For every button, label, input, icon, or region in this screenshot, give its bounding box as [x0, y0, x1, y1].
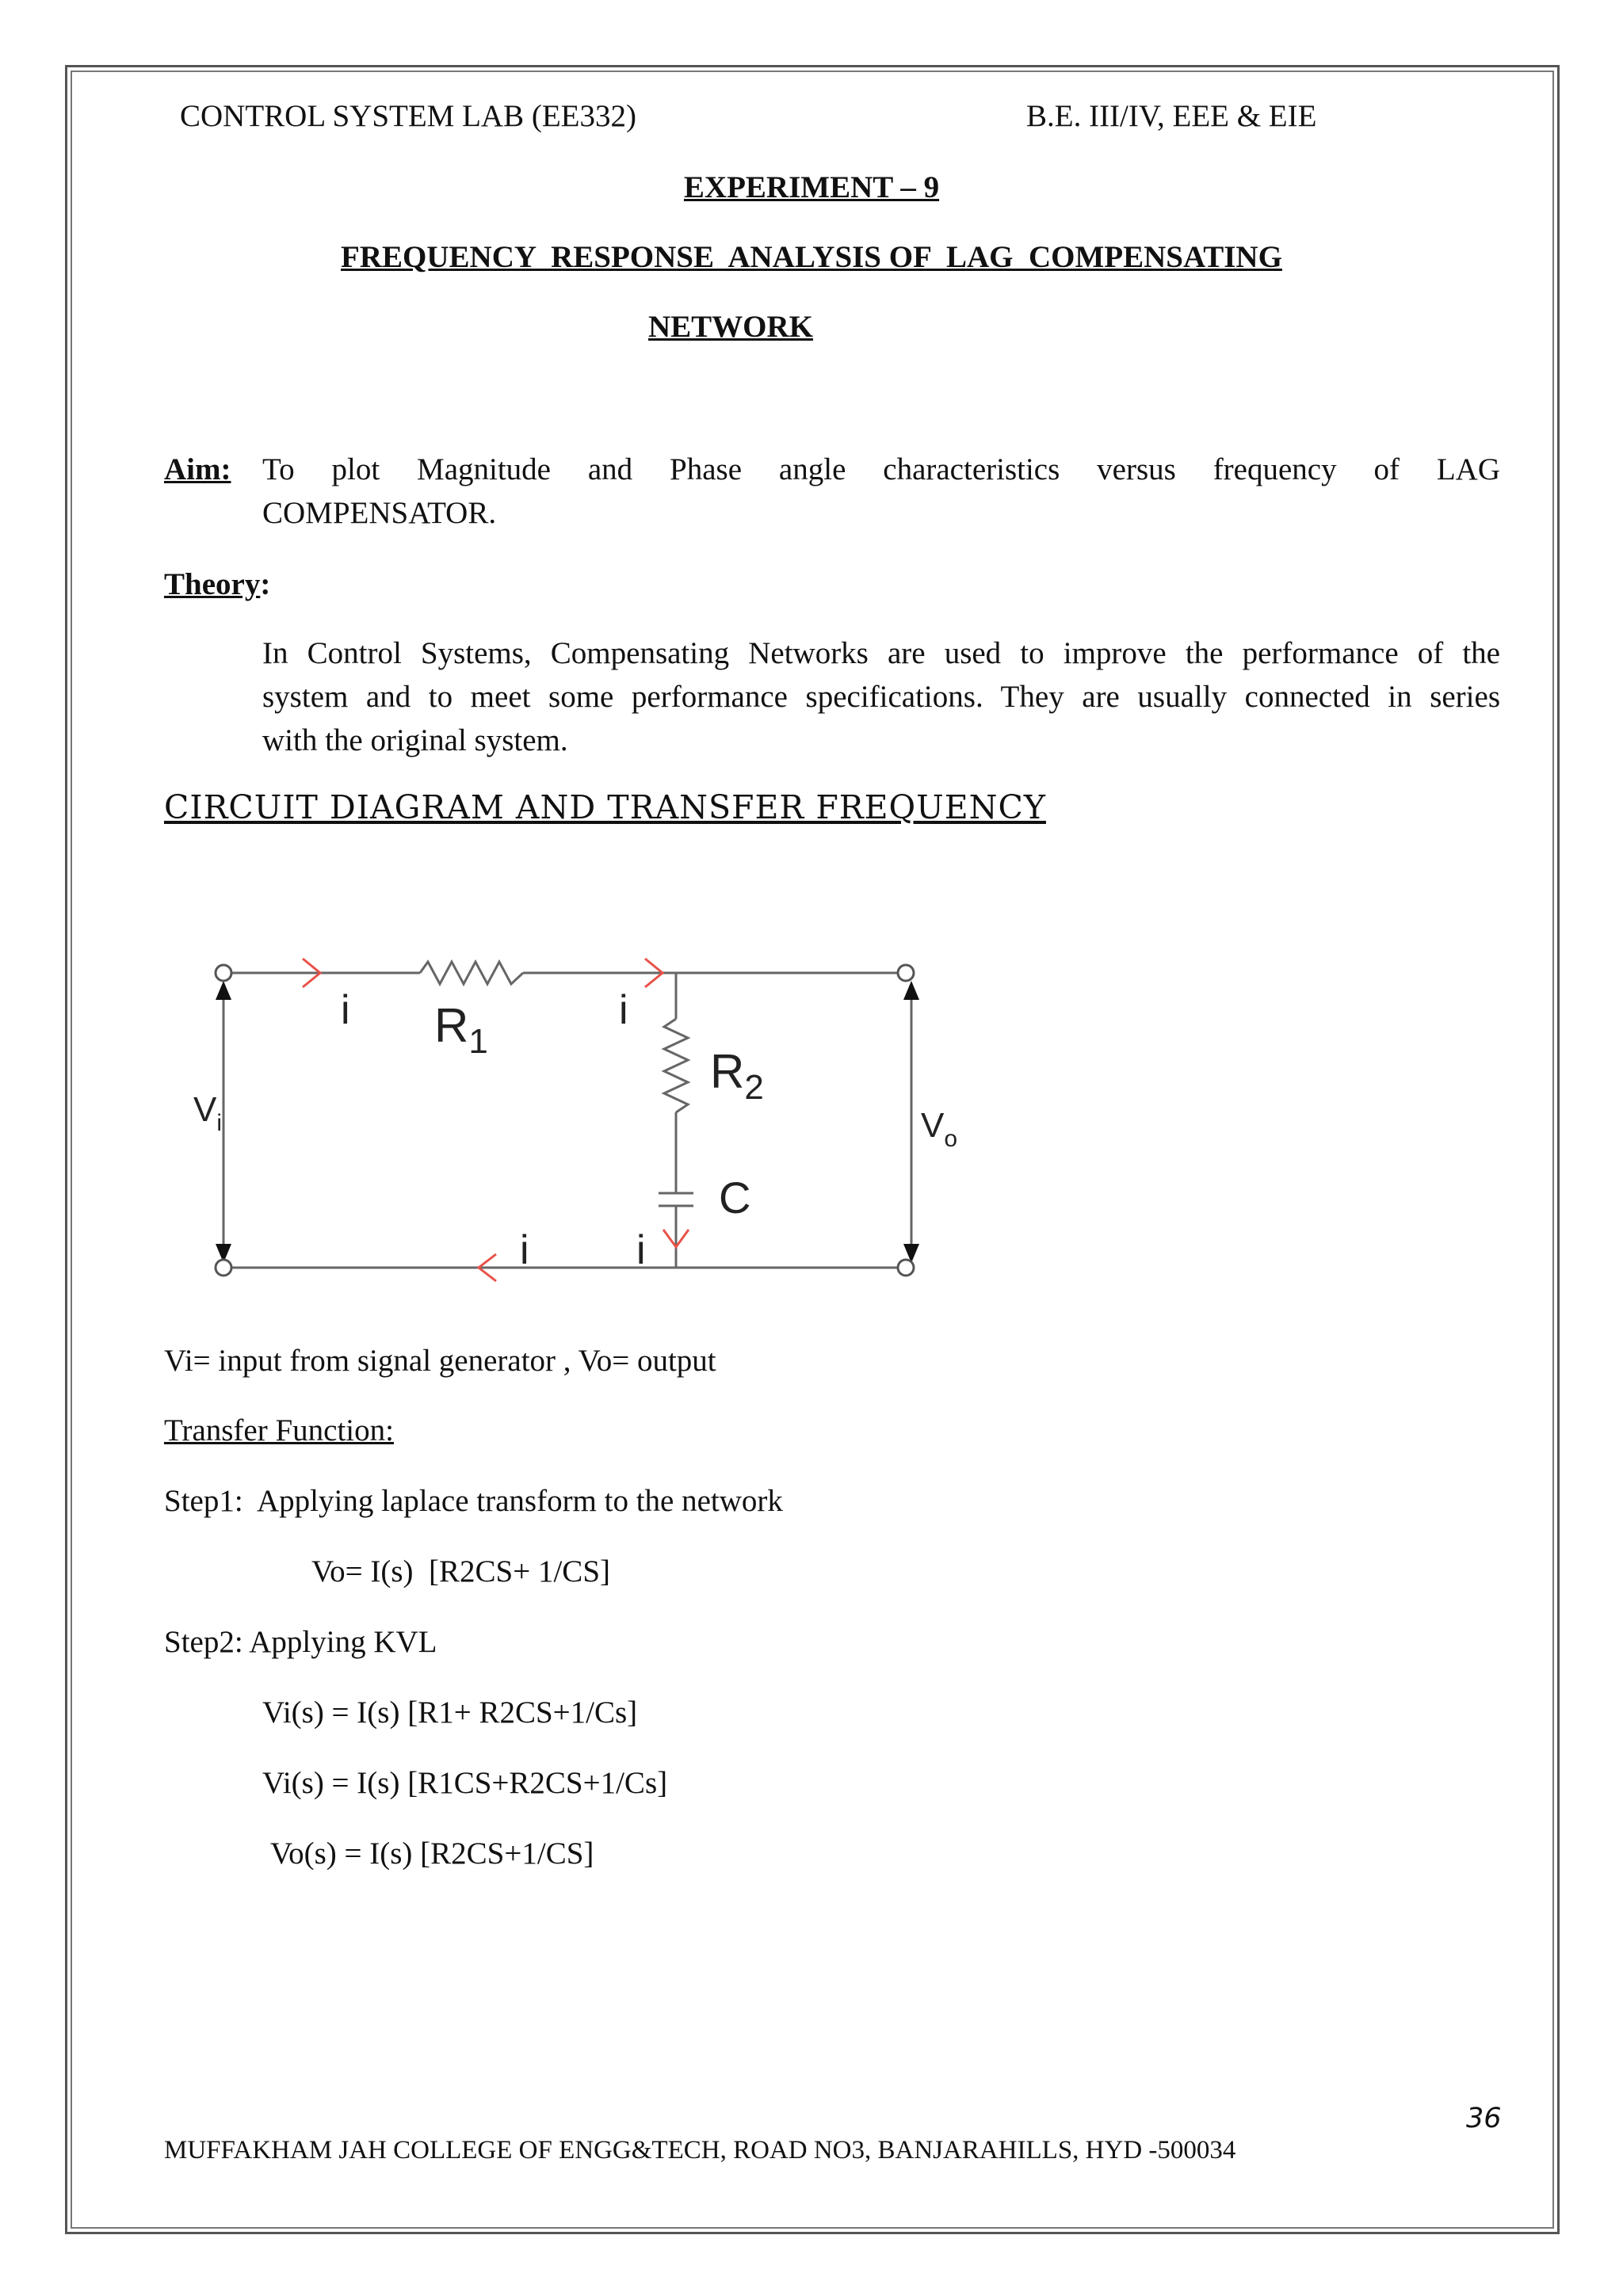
- terminal-in-bottom: [216, 1260, 231, 1276]
- step1-text: Step1: Applying laplace transform to the network: [164, 1484, 783, 1518]
- aim-text-line2: COMPENSATOR.: [262, 496, 497, 530]
- current-label-1: i: [341, 987, 350, 1033]
- vi-arrow-up: [216, 981, 231, 1000]
- terminal-in-top: [216, 965, 231, 981]
- equation-vi-1: Vi(s) = I(s) [R1+ R2CS+1/Cs]: [262, 1695, 638, 1730]
- step2-text: Step2: Applying KVL: [164, 1625, 437, 1659]
- experiment-title: EXPERIMENT – 9: [683, 170, 940, 204]
- terminal-out-bottom: [898, 1260, 914, 1276]
- theory-colon: :: [260, 567, 271, 601]
- equation-vi-2: Vi(s) = I(s) [R1CS+R2CS+1/Cs]: [262, 1766, 668, 1800]
- header-right: B.E. III/IV, EEE & EIE: [1026, 99, 1317, 133]
- r2-label: $R_2$: [710, 1045, 764, 1107]
- aim-label: Aim:: [164, 452, 231, 486]
- terminal-out-top: [898, 965, 914, 981]
- capacitor-label: C: [719, 1173, 751, 1222]
- equation-vo-s: Vo(s) = I(s) [R2CS+1/CS]: [270, 1836, 594, 1871]
- current-label-2: i: [619, 987, 628, 1033]
- vo-label: $V_o$: [921, 1106, 958, 1152]
- transfer-function-heading: Transfer Function:: [164, 1413, 394, 1447]
- page-number: 36: [1466, 2103, 1502, 2134]
- experiment-subtitle-line2: NETWORK: [647, 310, 814, 344]
- footer-address: MUFFAKHAM JAH COLLEGE OF ENGG&TECH, ROAD NO3, BANJARAHILLS, HYD -500034: [164, 2136, 1236, 2164]
- resistor-r2: [664, 1019, 688, 1112]
- theory-text-line1: In Control Systems, Compensating Networks are used to improve the performance of the: [262, 636, 1500, 670]
- signal-legend: Vi= input from signal generator , Vo= output: [164, 1344, 716, 1378]
- vi-label: $V_i$: [193, 1090, 223, 1136]
- section-title: CIRCUIT DIAGRAM AND TRANSFER FREQUENCY: [164, 788, 1046, 826]
- resistor-r1: [420, 962, 523, 984]
- theory-label: Theory: [164, 567, 261, 601]
- equation-vo: Vo= I(s) [R2CS+ 1/CS]: [311, 1554, 610, 1589]
- experiment-subtitle-line1: FREQUENCY RESPONSE ANALYSIS OF LAG COMPENSATING: [341, 240, 1282, 274]
- theory-text-line2: system and to meet some performance specifications. They are usually connected in series: [262, 680, 1500, 714]
- aim-text-line1: To plot Magnitude and Phase angle characteristics versus frequency of LAG: [262, 452, 1500, 486]
- current-label-3: i: [520, 1227, 529, 1273]
- header-left: CONTROL SYSTEM LAB (EE332): [180, 99, 636, 133]
- r1-label: $R_1$: [434, 999, 488, 1061]
- theory-text-line3: with the original system.: [262, 723, 568, 757]
- vo-arrow-up: [903, 981, 919, 1000]
- current-label-4: i: [636, 1227, 646, 1273]
